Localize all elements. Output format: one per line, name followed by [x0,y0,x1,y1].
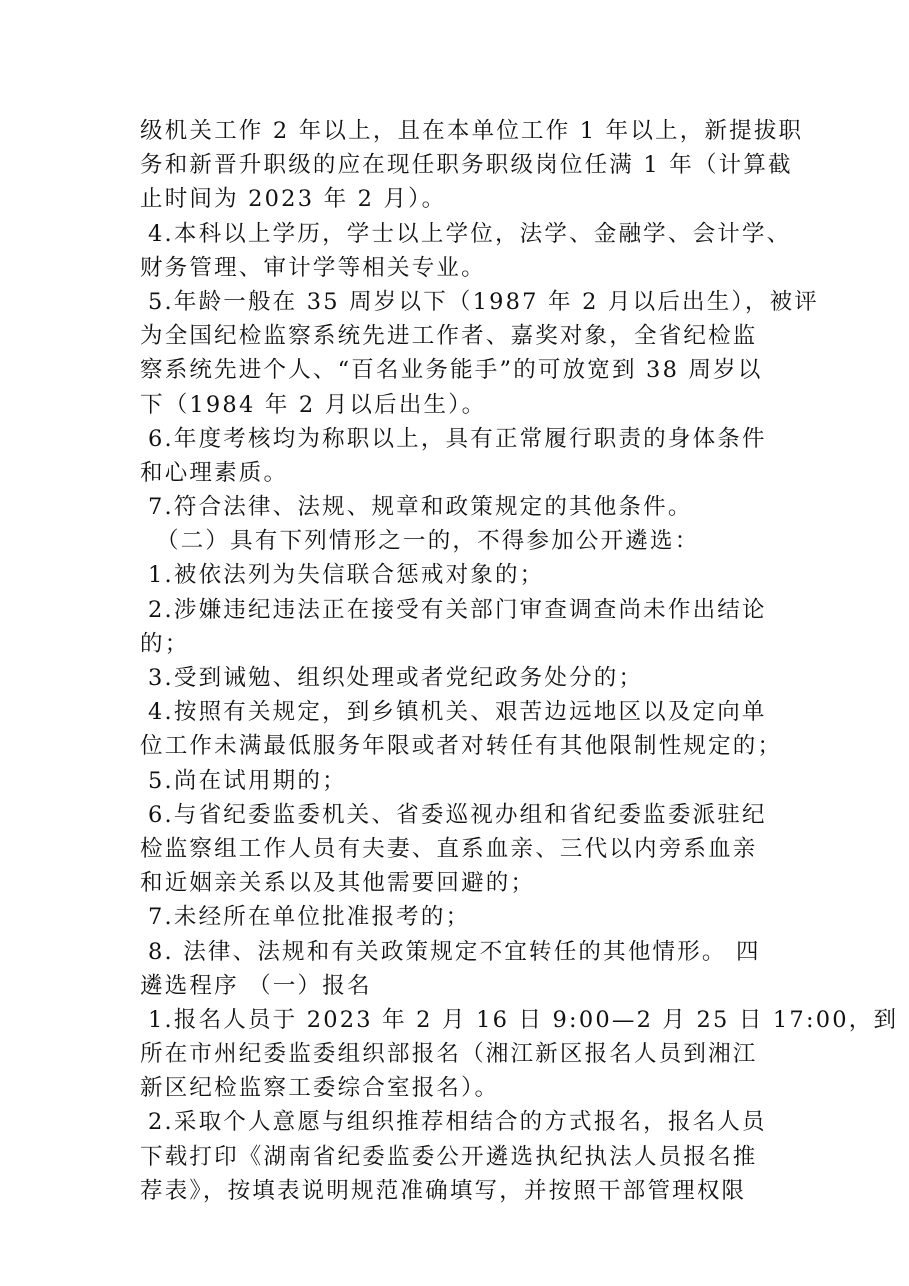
list-item: 7.符合法律、法规、规章和政策规定的其他条件。 [148,494,693,521]
list-item: 5.尚在试用期的； [148,767,347,794]
list-item: 4.本科以上学历，学士以上学位，法学、金融学、会计学、 [148,220,792,247]
list-item: 6.与省纪委监委机关、省委巡视办组和省纪委监委派驻纪 [148,801,767,828]
body-line: 财务管理、审计学等相关专业。 [140,254,486,281]
body-line: 察系统先进个人、“百名业务能手”的可放宽到 38 周岁以 [140,357,763,384]
body-line: 级机关工作 2 年以上，且在本单位工作 1 年以上，新提拔职 [140,118,804,144]
body-line: 检监察组工作人员有夫妻、直系血亲、三代以内旁系血亲 [140,835,758,862]
list-item: 6.年度考核均为称职以上，具有正常履行职责的身体条件 [148,425,767,452]
body-line: 和近姻亲关系以及其他需要回避的； [140,870,536,897]
list-item: 1.被依法列为失信联合惩戒对象的； [148,562,545,589]
body-line: 所在市州纪委监委组织部报名（湘江新区报名人员到湘江 [140,1041,758,1068]
list-item: 1.报名人员于 2023 年 2 月 16 日 9:00—2 月 25 日 17:00，到 [148,1006,899,1033]
list-item: 8. 法律、法规和有关政策规定不宜转任的其他情形。 四 [148,938,761,965]
body-line: 位工作未满最低服务年限或者对转任有其他限制性规定的； [140,733,783,760]
body-line: 荐表》，按填表说明规范准确填写，并按照干部管理权限 [140,1177,747,1204]
list-item: 3.受到诫勉、组织处理或者党纪政务处分的； [148,665,644,691]
document-body [140,114,899,1208]
list-item: 5.年龄一般在 35 周岁以下（1987 年 2 月以后出生），被评 [148,288,819,315]
list-item: 2.采取个人意愿与组织推荐相结合的方式报名，报名人员 [148,1109,767,1136]
body-line: 下载打印《湖南省纪委监委公开遴选执纪执法人员报名推 [140,1143,758,1170]
body-line: 下（1984 年 2 月以后出生）。 [140,391,487,418]
section-heading: 遴选程序 （一）报名 [140,972,372,999]
list-item: 7.未经所在单位批准报考的； [148,904,471,931]
body-line: 和心理素质。 [140,459,289,486]
list-item: 4.按照有关规定，到乡镇机关、艰苦边远地区以及定向单 [148,699,767,726]
body-line: 为全国纪检监察系统先进工作者、嘉奖对象，全省纪检监 [140,323,758,350]
body-line: 的； [140,630,190,657]
body-line: 止时间为 2023 年 2 月）。 [140,186,447,213]
section-heading: （二）具有下列情形之一的，不得参加公开遴选： [156,528,700,555]
body-line: 新区纪检监察工委综合室报名）。 [140,1075,500,1102]
list-item: 2.涉嫌违纪违法正在接受有关部门审查调查尚未作出结论 [148,596,767,623]
body-line: 务和新晋升职级的应在现任职务职级岗位任满 1 年（计算截 [140,152,793,179]
